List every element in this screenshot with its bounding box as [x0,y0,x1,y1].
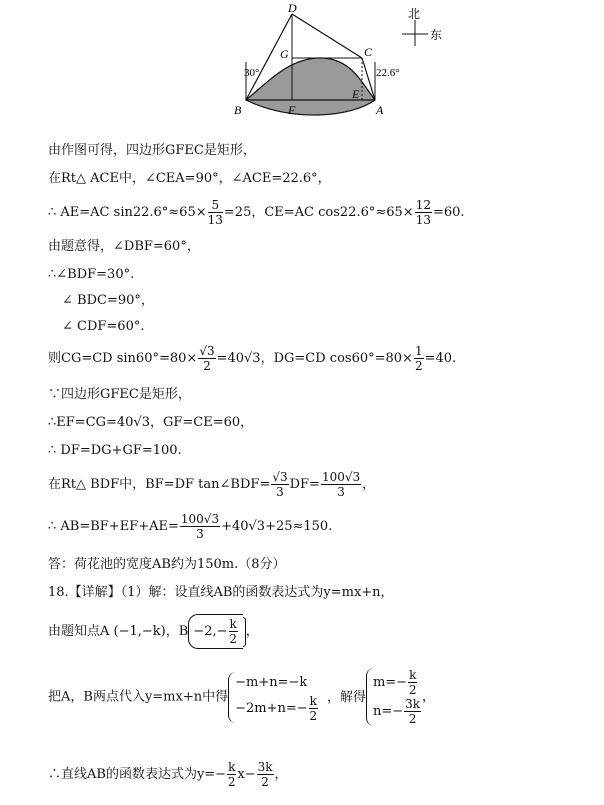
text-line-3 [48,198,465,227]
frac-100sqrt3-3: $\frac{100√3}{3}$ [321,470,361,499]
t3b: =25，CE=AC cos22.6°≈65× [223,205,414,220]
text-line-17 [48,668,435,726]
text-line-11: ∴ DF=DG+GF=100. [48,443,182,458]
t3a: ∴ AE=AC sin22.6°≈65× [48,205,207,220]
angle-a-label: 22.6° [376,67,400,79]
t17b: ，解得 [326,689,366,705]
label-b: B [234,103,242,117]
frac-5-13: $\frac{5}{13}$ [207,198,223,227]
text-line-5: ∴∠BDF=30°. [48,267,135,282]
frac-100sqrt3-3b: $\frac{100√3}{3}$ [180,512,220,541]
t18a: ∴直线AB的函数表达式为y=− [48,767,227,782]
t12c: ， [362,477,376,492]
text-line-14: 答：荷花池的宽度AB约为150m.（8分） [48,557,286,572]
frac-sqrt3-2: $\frac{√3}{2}$ [199,344,215,373]
frac-k-2b: $\frac{k}{2}$ [227,760,236,789]
label-a: A [376,103,384,117]
text-line-6: ∠ BDC=90°， [62,293,154,308]
t8b: =40√3，DG=CD cos60°=80× [216,351,413,366]
angle-b-label: 30° [244,67,260,79]
compass-east: 东 [430,28,443,42]
text-line-10: ∴EF=CG=40√3，GF=CE=60， [48,415,254,430]
equation-system [228,672,319,723]
text-line-12 [48,470,375,499]
line-dc [292,14,362,58]
t3c: =60. [432,205,465,220]
frac-1-2: $\frac{1}{2}$ [414,344,423,373]
t16b: −2,− [193,624,228,639]
label-d: D [288,1,297,15]
t16c: ， [245,624,259,639]
t12a: 在Rt△ BDF中，BF=DF tan∠BDF= [48,477,271,492]
text-line-13 [48,512,332,541]
sol2: n=− $\frac{3k}{2}$ [372,697,421,726]
t18c: ， [274,767,288,782]
label-g: G [280,47,289,61]
t12b: DF= [289,477,320,492]
text-line-18 [48,760,288,789]
eq1: −m+n=−k [235,674,308,690]
text-line-1: 由作图可得，四边形GFEC是矩形， [48,143,256,158]
compass-north: 北 [408,7,421,21]
text-line-15: 18.【详解】（1）解：设直线AB的函数表达式为y=mx+n， [48,585,394,600]
t8c: =40. [424,351,457,366]
t16a: 由题知点A (−1,−k)，B [48,624,189,639]
text-line-16 [48,614,259,649]
t18b: x− [237,767,256,782]
text-line-2: 在Rt△ ACE中，∠CEA=90°，∠ACE=22.6°， [48,171,331,186]
label-c: C [364,45,373,59]
compass-icon [398,4,458,48]
t17c: ， [422,689,436,705]
t13b: +40√3+25≈150. [221,519,333,534]
t8a: 则CG=CD sin60°=80× [48,351,198,366]
t13a: ∴ AB=BF+EF+AE= [48,519,179,534]
solution-system [366,668,422,726]
frac-3k-2: $\frac{3k}{2}$ [257,760,273,789]
label-e: E [352,87,360,101]
point-b-paren [188,614,242,649]
frac-k-2: $\frac{k}{2}$ [229,617,237,646]
frac-12-13: $\frac{12}{13}$ [415,198,431,227]
frac-sqrt3-3: $\frac{√3}{3}$ [272,470,288,499]
text-line-8 [48,344,456,373]
t17a: 把A，B两点代入y=mx+n中得 [48,689,229,705]
text-line-7: ∠ CDF=60°. [62,319,145,334]
text-line-4: 由题意得，∠DBF=60°， [48,239,200,254]
sol1: m=− $\frac{k}{2}$ [372,668,417,697]
eq2: −2m+n=− $\frac{k}{2}$ [235,693,318,723]
label-f: F [288,103,296,117]
text-line-9: ∵四边形GFEC是矩形， [48,387,191,402]
